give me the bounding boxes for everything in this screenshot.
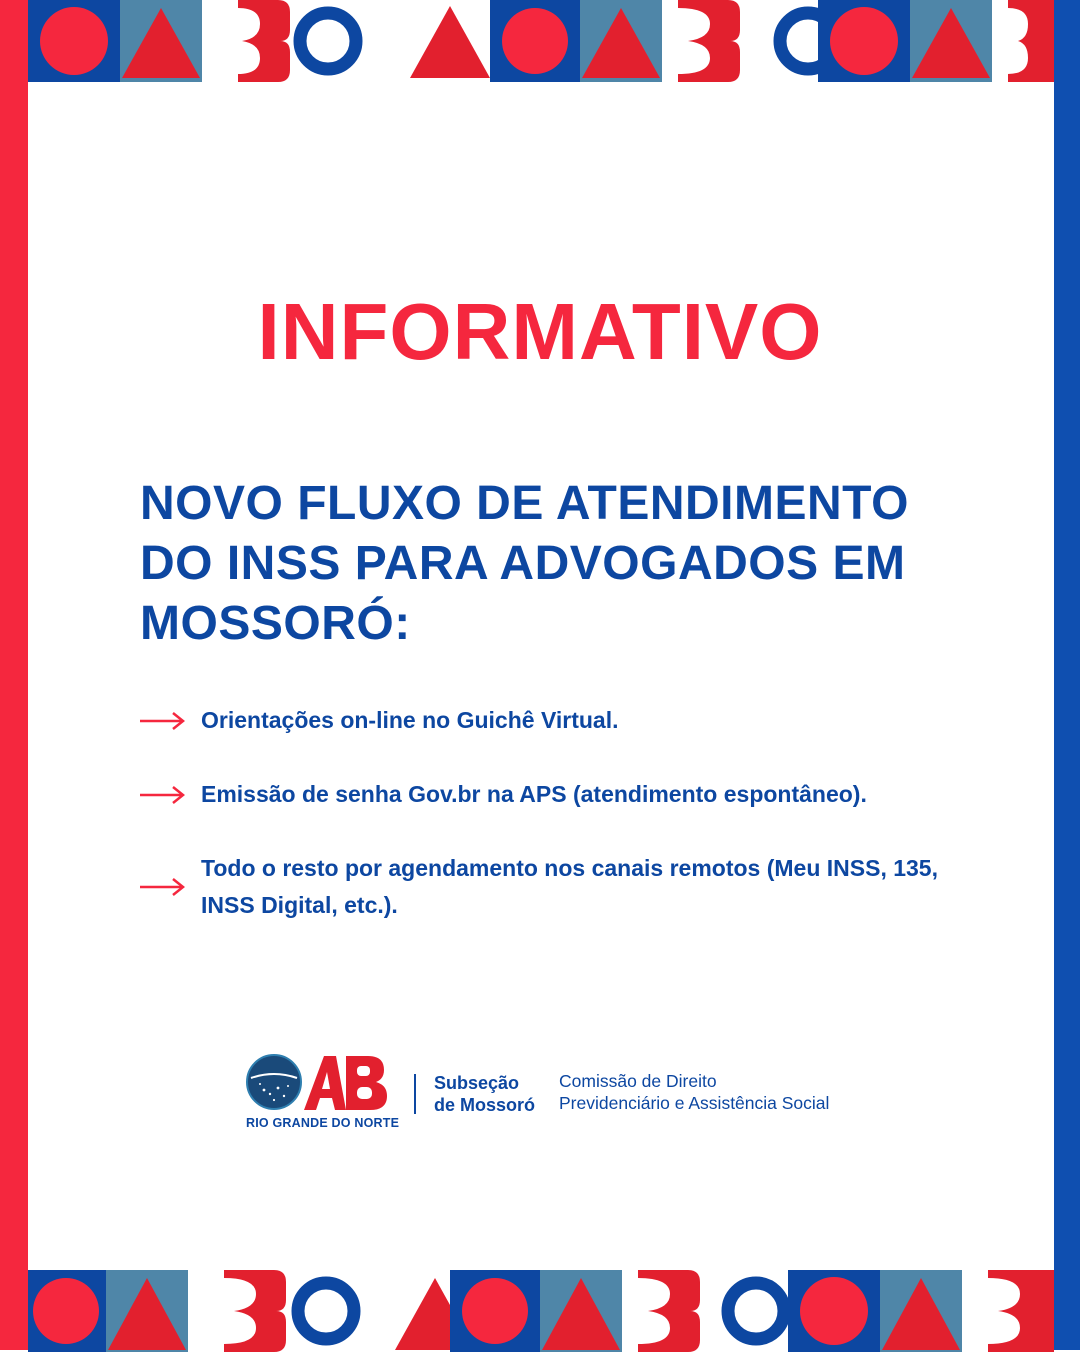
arrow-right-icon (138, 875, 186, 899)
right-border (1054, 0, 1080, 1350)
list-item-text: Todo o resto por agendamento nos canais remotos (Meu INSS, 135, INSS Digital, etc.). (201, 855, 938, 918)
comissao-label: Comissão de Direito Previdenciário e Assistência Social (559, 1071, 830, 1113)
subsecao-label: Subseção de Mossoró (434, 1073, 536, 1115)
top-pattern-band (28, 0, 1054, 82)
divider (414, 1074, 416, 1114)
headline: NOVO FLUXO DE ATENDIMENTO DO INSS PARA ADVOGADOS EM MOSSORÓ: (140, 477, 909, 650)
oab-logo-icon (246, 1052, 388, 1112)
list-item-text: Emissão de senha Gov.br na APS (atendimento espontâneo). (201, 781, 867, 807)
list-item (138, 850, 958, 924)
footer-logo-block (246, 1052, 866, 1132)
geometric-pattern-icon (28, 1270, 1054, 1352)
oab-caption: RIO GRANDE DO NORTE (246, 1116, 400, 1130)
list-item-text: Orientações on-line no Guichê Virtual. (201, 707, 619, 733)
arrow-right-icon (138, 783, 186, 807)
left-border (0, 0, 28, 1350)
list-item (138, 702, 958, 739)
list-item (138, 776, 958, 813)
geometric-pattern-icon (28, 0, 1054, 82)
arrow-right-icon (138, 709, 186, 733)
page-title: INFORMATIVO (257, 287, 823, 376)
bottom-pattern-band (28, 1270, 1054, 1352)
